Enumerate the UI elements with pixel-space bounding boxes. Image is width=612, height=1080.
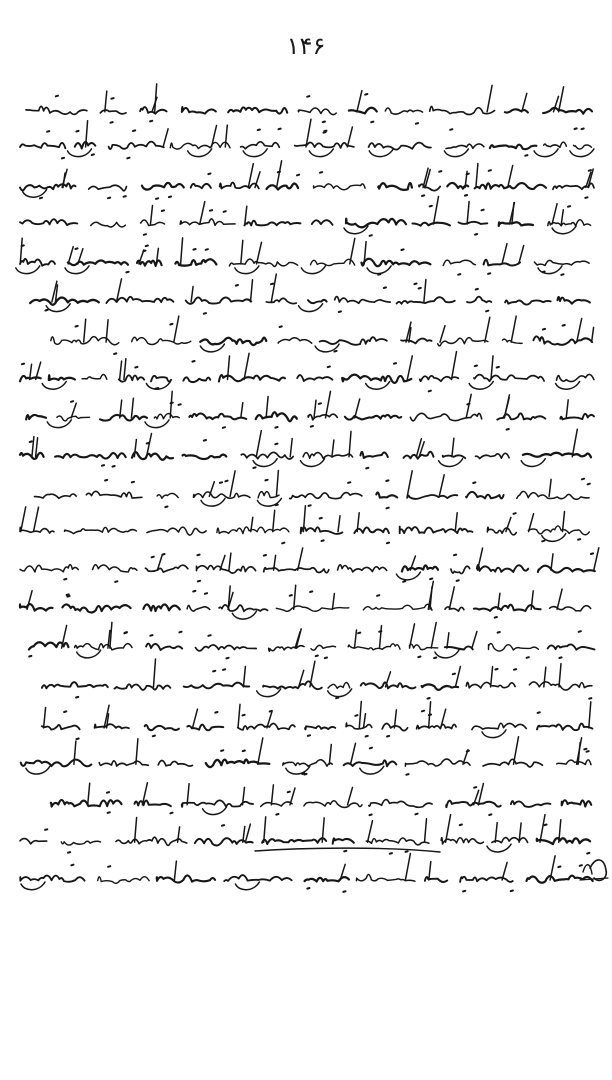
margin-note-stroke xyxy=(590,860,606,880)
page-number: ۱۴۶ xyxy=(286,32,326,60)
